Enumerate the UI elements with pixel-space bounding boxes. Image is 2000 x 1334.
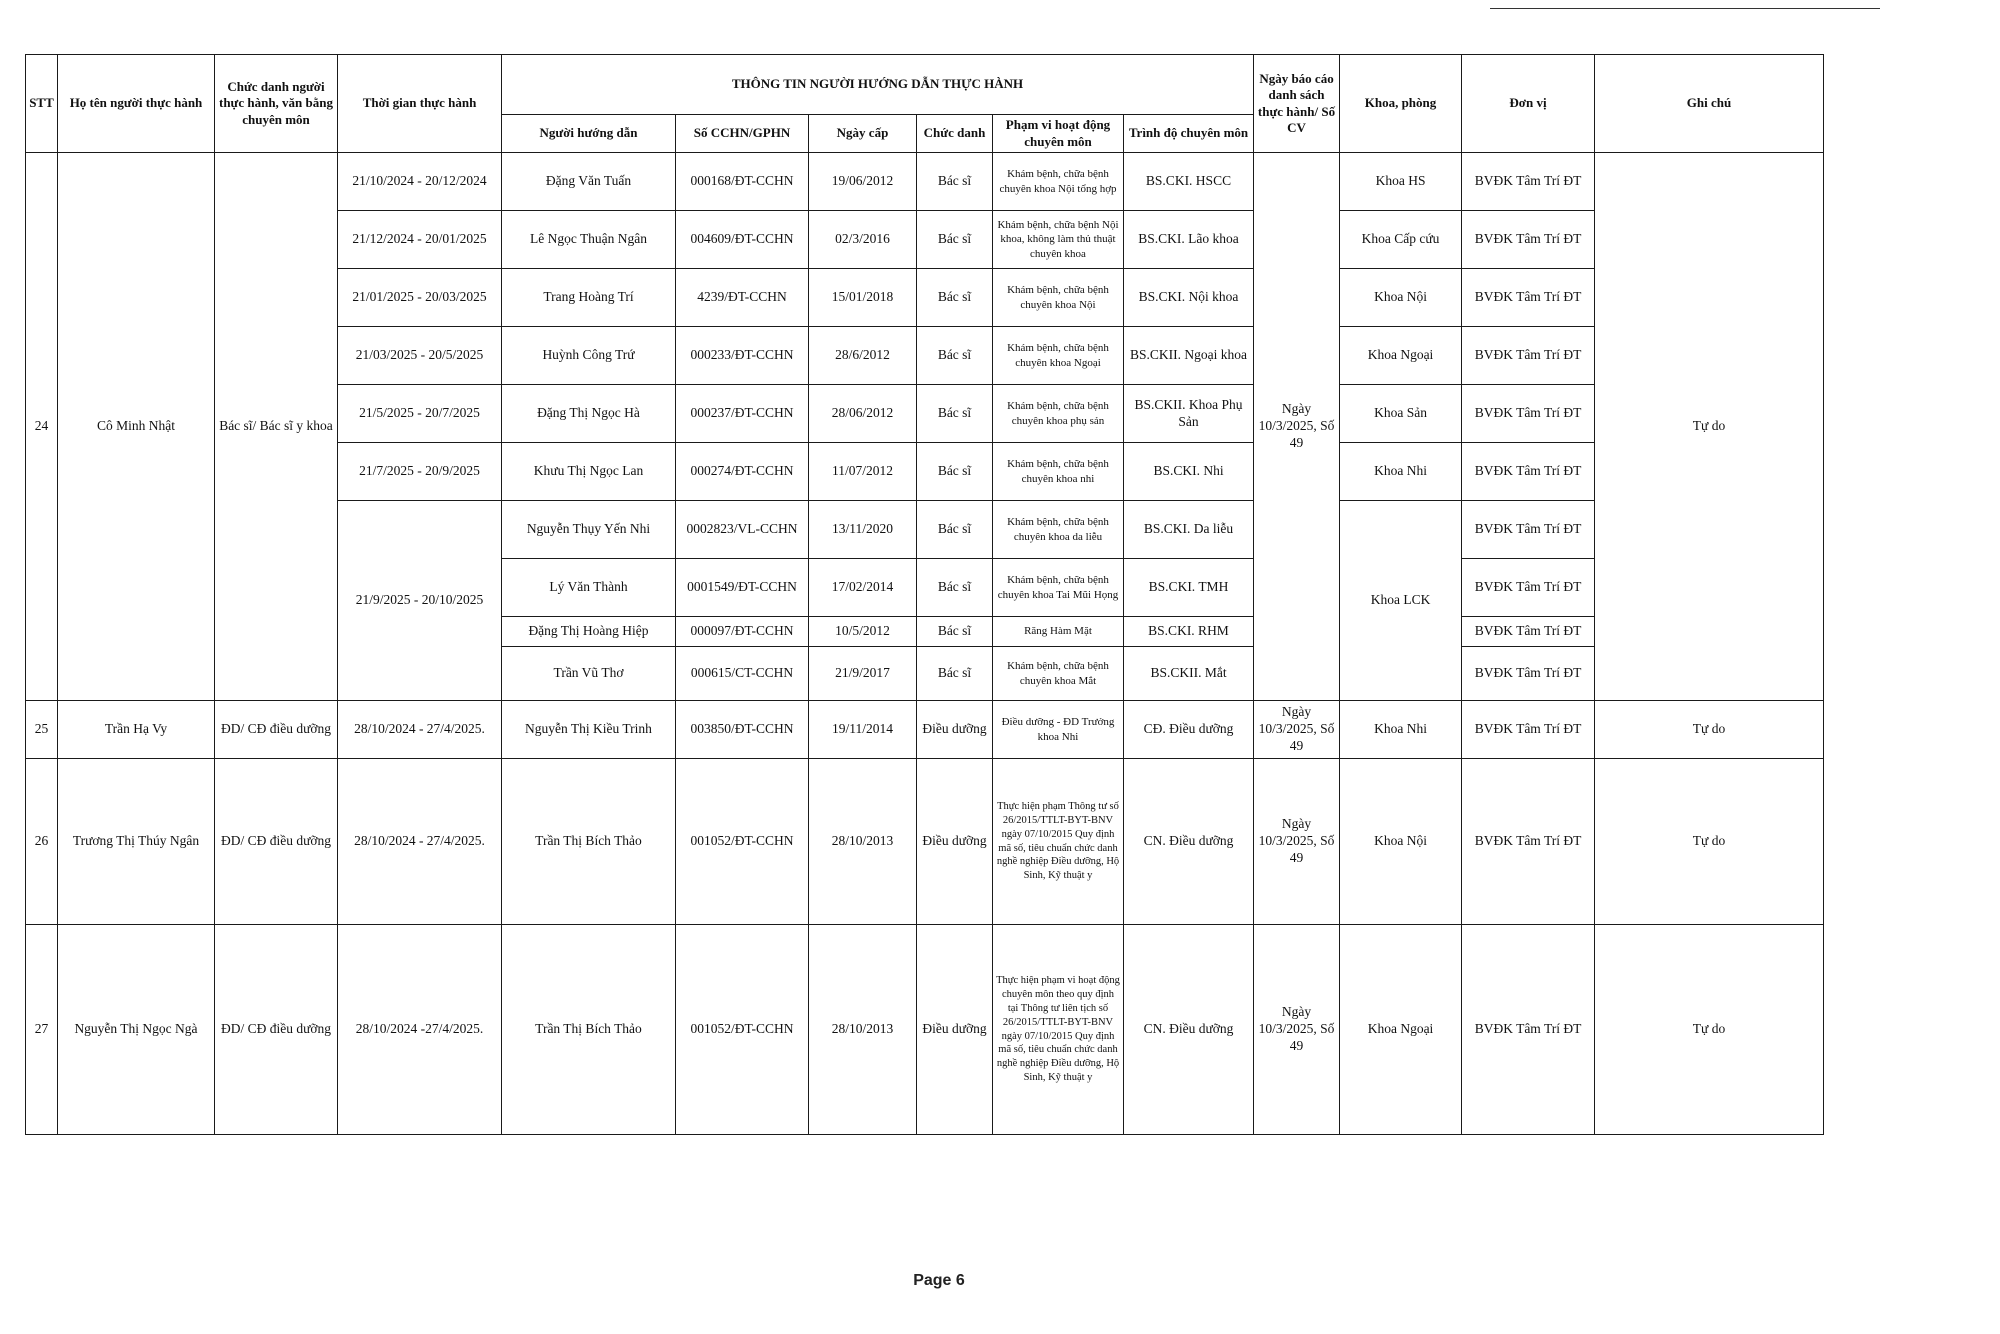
page-number: Page 6 (913, 1272, 965, 1289)
issue-date: 15/01/2018 (809, 269, 917, 327)
period-cell: 28/10/2024 -27/4/2025. (338, 925, 502, 1135)
mentor-name: Đặng Thị Hoàng Hiệp (502, 617, 676, 647)
mentor-title: Bác sĩ (917, 647, 993, 701)
col-issued: Ngày cấp (809, 115, 917, 153)
col-report: Ngày báo cáo danh sách thực hành/ Số CV (1254, 55, 1340, 153)
dept-cell: Khoa Nhi (1340, 701, 1462, 759)
cert-number: 000168/ĐT-CCHN (676, 153, 809, 211)
mentor-name: Huỳnh Công Trứ (502, 327, 676, 385)
period-cell: 21/10/2024 - 20/12/2024 (338, 153, 502, 211)
mentor-name: Trần Vũ Thơ (502, 647, 676, 701)
cert-number: 001052/ĐT-CCHN (676, 925, 809, 1135)
unit-cell: BVĐK Tâm Trí ĐT (1462, 211, 1595, 269)
mentor-title: Điều dưỡng (917, 759, 993, 925)
mentor-name: Lý Văn Thành (502, 559, 676, 617)
mentor-title: Bác sĩ (917, 385, 993, 443)
period-cell: 21/7/2025 - 20/9/2025 (338, 443, 502, 501)
col-mentor-title: Chức danh (917, 115, 993, 153)
mentor-name: Trang Hoàng Trí (502, 269, 676, 327)
scope-cell: Khám bệnh, chữa bệnh chuyên khoa Nội (993, 269, 1124, 327)
unit-cell: BVĐK Tâm Trí ĐT (1462, 925, 1595, 1135)
stt-cell: 27 (26, 925, 58, 1135)
col-dept: Khoa, phòng (1340, 55, 1462, 153)
issue-date: 02/3/2016 (809, 211, 917, 269)
practice-schedule-table (25, 54, 1824, 1135)
mentor-title: Điều dưỡng (917, 701, 993, 759)
scope-cell: Khám bệnh, chữa bệnh chuyên khoa Tai Mũi Họng (993, 559, 1124, 617)
scope-cell: Khám bệnh, chữa bệnh Nội khoa, không làm thủ thuật chuyên khoa (993, 211, 1124, 269)
mentor-title: Bác sĩ (917, 617, 993, 647)
col-mentor-group: THÔNG TIN NGƯỜI HƯỚNG DẪN THỰC HÀNH (502, 55, 1254, 115)
mentor-name: Khưu Thị Ngọc Lan (502, 443, 676, 501)
unit-cell: BVĐK Tâm Trí ĐT (1462, 559, 1595, 617)
level-cell: BS.CKII. Mắt (1124, 647, 1254, 701)
trainee-title: ĐD/ CĐ điều dưỡng (215, 759, 338, 925)
cert-number: 000274/ĐT-CCHN (676, 443, 809, 501)
unit-cell: BVĐK Tâm Trí ĐT (1462, 385, 1595, 443)
unit-cell: BVĐK Tâm Trí ĐT (1462, 327, 1595, 385)
dept-cell: Khoa Nhi (1340, 443, 1462, 501)
level-cell: CĐ. Điều dưỡng (1124, 701, 1254, 759)
level-cell: BS.CKII. Ngoại khoa (1124, 327, 1254, 385)
cert-number: 000615/CT-CCHN (676, 647, 809, 701)
level-cell: BS.CKI. RHM (1124, 617, 1254, 647)
table-row (26, 759, 1824, 925)
period-cell: 21/5/2025 - 20/7/2025 (338, 385, 502, 443)
col-mentor: Người hướng dẫn (502, 115, 676, 153)
mentor-title: Bác sĩ (917, 443, 993, 501)
mentor-title: Bác sĩ (917, 211, 993, 269)
issue-date: 19/06/2012 (809, 153, 917, 211)
cert-number: 0001549/ĐT-CCHN (676, 559, 809, 617)
col-note: Ghi chú (1595, 55, 1824, 153)
mentor-name: Đặng Văn Tuấn (502, 153, 676, 211)
col-scope: Phạm vi hoạt động chuyên môn (993, 115, 1124, 153)
trainee-name: Cô Minh Nhật (58, 153, 215, 701)
level-cell: BS.CKI. Lão khoa (1124, 211, 1254, 269)
dept-cell: Khoa Nội (1340, 269, 1462, 327)
dept-cell: Khoa Sản (1340, 385, 1462, 443)
level-cell: BS.CKI. Nhi (1124, 443, 1254, 501)
cert-number: 000097/ĐT-CCHN (676, 617, 809, 647)
issue-date: 28/10/2013 (809, 759, 917, 925)
issue-date: 11/07/2012 (809, 443, 917, 501)
level-cell: BS.CKII. Khoa Phụ Sản (1124, 385, 1254, 443)
col-period: Thời gian thực hành (338, 55, 502, 153)
dept-cell: Khoa LCK (1340, 501, 1462, 701)
scope-cell: Điều dưỡng - ĐD Trưởng khoa Nhi (993, 701, 1124, 759)
mentor-name: Nguyễn Thụy Yến Nhi (502, 501, 676, 559)
unit-cell: BVĐK Tâm Trí ĐT (1462, 617, 1595, 647)
stt-cell: 24 (26, 153, 58, 701)
note-cell: Tự do (1595, 701, 1824, 759)
unit-cell: BVĐK Tâm Trí ĐT (1462, 443, 1595, 501)
issue-date: 28/10/2013 (809, 925, 917, 1135)
scope-cell: Khám bệnh, chữa bệnh chuyên khoa Ngoại (993, 327, 1124, 385)
dept-cell: Khoa Cấp cứu (1340, 211, 1462, 269)
mentor-title: Bác sĩ (917, 153, 993, 211)
scope-cell: Khám bệnh, chữa bệnh chuyên khoa Nội tổng hợp (993, 153, 1124, 211)
cert-number: 001052/ĐT-CCHN (676, 759, 809, 925)
scope-cell: Thực hiện phạm Thông tư số 26/2015/TTLT-BYT-BNV ngày 07/10/2015 Quy định mã số, tiêu chuẩn chức danh nghề nghiệp Điều dưỡng, Hộ Sinh, Kỹ thuật y (993, 759, 1124, 925)
scope-cell: Thực hiện phạm vi hoạt động chuyên môn theo quy định tại Thông tư liên tịch số 26/2015/TTLT-BYT-BNV ngày 07/10/2015 Quy định mã số, tiêu chuẩn chức danh nghề nghiệp Điều dưỡng, Hộ Sinh, Kỹ thuật y (993, 925, 1124, 1135)
report-cell: Ngày 10/3/2025, Số 49 (1254, 153, 1340, 701)
mentor-name: Trần Thị Bích Thảo (502, 925, 676, 1135)
trainee-name: Nguyễn Thị Ngọc Ngà (58, 925, 215, 1135)
table-row (26, 925, 1824, 1135)
table-row (26, 153, 1824, 211)
dept-cell: Khoa Ngoại (1340, 925, 1462, 1135)
level-cell: BS.CKI. Nội khoa (1124, 269, 1254, 327)
mentor-title: Bác sĩ (917, 327, 993, 385)
report-cell: Ngày 10/3/2025, Số 49 (1254, 925, 1340, 1135)
mentor-title: Điều dưỡng (917, 925, 993, 1135)
scope-cell: Khám bệnh, chữa bệnh chuyên khoa nhi (993, 443, 1124, 501)
cert-number: 0002823/VL-CCHN (676, 501, 809, 559)
stt-cell: 25 (26, 701, 58, 759)
trainee-title: ĐD/ CĐ điều dưỡng (215, 925, 338, 1135)
issue-date: 28/6/2012 (809, 327, 917, 385)
period-cell: 28/10/2024 - 27/4/2025. (338, 759, 502, 925)
period-cell: 21/01/2025 - 20/03/2025 (338, 269, 502, 327)
note-cell: Tự do (1595, 759, 1824, 925)
scope-cell: Khám bệnh, chữa bệnh chuyên khoa Mắt (993, 647, 1124, 701)
period-cell: 21/03/2025 - 20/5/2025 (338, 327, 502, 385)
cert-number: 003850/ĐT-CCHN (676, 701, 809, 759)
dept-cell: Khoa HS (1340, 153, 1462, 211)
header-row (26, 55, 1824, 115)
col-name: Họ tên người thực hành (58, 55, 215, 153)
dept-cell: Khoa Nội (1340, 759, 1462, 925)
level-cell: CN. Điều dưỡng (1124, 759, 1254, 925)
col-title: Chức danh người thực hành, văn bằng chuyên môn (215, 55, 338, 153)
level-cell: CN. Điều dưỡng (1124, 925, 1254, 1135)
note-cell: Tự do (1595, 925, 1824, 1135)
trainee-title: Bác sĩ/ Bác sĩ y khoa (215, 153, 338, 701)
issue-date: 17/02/2014 (809, 559, 917, 617)
mentor-title: Bác sĩ (917, 501, 993, 559)
trainee-name: Trần Hạ Vy (58, 701, 215, 759)
unit-cell: BVĐK Tâm Trí ĐT (1462, 647, 1595, 701)
col-cert: Số CCHN/GPHN (676, 115, 809, 153)
unit-cell: BVĐK Tâm Trí ĐT (1462, 269, 1595, 327)
mentor-title: Bác sĩ (917, 559, 993, 617)
report-cell: Ngày 10/3/2025, Số 49 (1254, 759, 1340, 925)
unit-cell: BVĐK Tâm Trí ĐT (1462, 153, 1595, 211)
unit-cell: BVĐK Tâm Trí ĐT (1462, 759, 1595, 925)
col-stt: STT (26, 55, 58, 153)
scope-cell: Răng Hàm Mặt (993, 617, 1124, 647)
table-row (26, 701, 1824, 759)
mentor-name: Đặng Thị Ngọc Hà (502, 385, 676, 443)
issue-date: 28/06/2012 (809, 385, 917, 443)
col-unit: Đơn vị (1462, 55, 1595, 153)
mentor-title: Bác sĩ (917, 269, 993, 327)
cert-number: 4239/ĐT-CCHN (676, 269, 809, 327)
scope-cell: Khám bệnh, chữa bệnh chuyên khoa phụ sản (993, 385, 1124, 443)
cert-number: 000233/ĐT-CCHN (676, 327, 809, 385)
mentor-name: Lê Ngọc Thuận Ngân (502, 211, 676, 269)
period-cell: 21/12/2024 - 20/01/2025 (338, 211, 502, 269)
scope-cell: Khám bệnh, chữa bệnh chuyên khoa da liễu (993, 501, 1124, 559)
issue-date: 13/11/2020 (809, 501, 917, 559)
level-cell: BS.CKI. Da liễu (1124, 501, 1254, 559)
stt-cell: 26 (26, 759, 58, 925)
issue-date: 21/9/2017 (809, 647, 917, 701)
unit-cell: BVĐK Tâm Trí ĐT (1462, 701, 1595, 759)
mentor-name: Nguyễn Thị Kiều Trinh (502, 701, 676, 759)
report-cell: Ngày 10/3/2025, Số 49 (1254, 701, 1340, 759)
issue-date: 19/11/2014 (809, 701, 917, 759)
cert-number: 000237/ĐT-CCHN (676, 385, 809, 443)
level-cell: BS.CKI. TMH (1124, 559, 1254, 617)
dept-cell: Khoa Ngoại (1340, 327, 1462, 385)
trainee-name: Trương Thị Thúy Ngân (58, 759, 215, 925)
mentor-name: Trần Thị Bích Thảo (502, 759, 676, 925)
level-cell: BS.CKI. HSCC (1124, 153, 1254, 211)
scan-artifact-line (1490, 8, 1880, 9)
unit-cell: BVĐK Tâm Trí ĐT (1462, 501, 1595, 559)
col-level: Trình độ chuyên môn (1124, 115, 1254, 153)
issue-date: 10/5/2012 (809, 617, 917, 647)
period-cell: 21/9/2025 - 20/10/2025 (338, 501, 502, 701)
cert-number: 004609/ĐT-CCHN (676, 211, 809, 269)
period-cell: 28/10/2024 - 27/4/2025. (338, 701, 502, 759)
trainee-title: ĐD/ CĐ điều dưỡng (215, 701, 338, 759)
note-cell: Tự do (1595, 153, 1824, 701)
